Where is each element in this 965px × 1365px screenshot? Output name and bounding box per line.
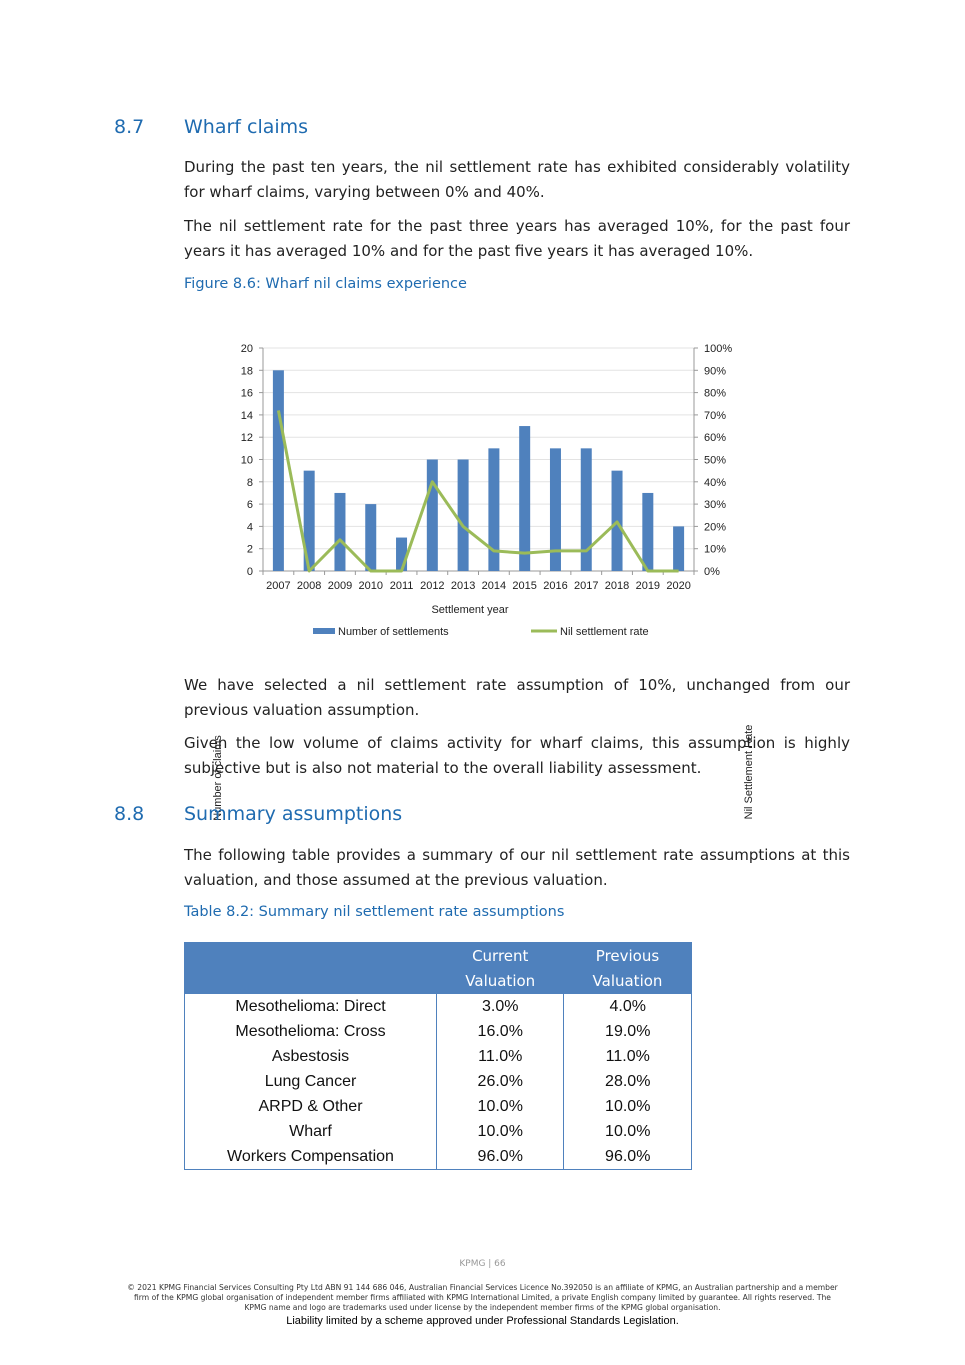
- legend-label-bars: Number of settlements: [338, 626, 449, 638]
- row-current: 16.0%: [437, 1019, 564, 1044]
- row-previous: 10.0%: [564, 1119, 692, 1144]
- y-tick-label: 20: [240, 343, 253, 355]
- row-previous: 11.0%: [564, 1044, 692, 1069]
- table-row: [185, 1119, 692, 1144]
- row-previous: 28.0%: [564, 1069, 692, 1094]
- y-tick-label: 18: [240, 365, 253, 378]
- legend-swatch-bars: [313, 628, 335, 634]
- table-header-current: Current Valuation: [437, 943, 564, 995]
- bar-2007: [273, 370, 284, 571]
- y2-tick-label: 70%: [704, 409, 727, 422]
- paragraph: Given the low volume of claims activity for wharf claims, this assumption is highly subjective but is also not material to the overall liability assessment.: [184, 734, 850, 777]
- x-tick-label: 2015: [512, 580, 537, 592]
- y-tick-label: 12: [240, 432, 253, 445]
- chart-legend: [313, 626, 649, 638]
- liability-notice: Liability limited by a scheme approved under Professional Standards Legislation.: [286, 1315, 679, 1327]
- y-tick-label: 4: [246, 521, 253, 534]
- x-tick-label: 2019: [635, 580, 661, 592]
- paragraph: The following table provides a summary of our nil settlement rate assumptions at this valuation, and those assumed at the previous valuation.: [184, 846, 850, 889]
- row-previous: 19.0%: [564, 1019, 692, 1044]
- y2-tick-label: 50%: [704, 454, 727, 467]
- y2-tick-label: 90%: [704, 365, 727, 378]
- row-previous: 96.0%: [564, 1144, 692, 1170]
- table-row: [185, 994, 692, 1019]
- row-previous: 10.0%: [564, 1094, 692, 1119]
- x-tick-label: 2008: [296, 580, 322, 592]
- bar-2017: [581, 448, 592, 571]
- table-row: [185, 1019, 692, 1044]
- section-number: 8.8: [114, 803, 145, 825]
- row-label: Workers Compensation: [227, 1147, 394, 1165]
- chart-gridlines: [259, 348, 698, 575]
- x-tick-label: 2013: [450, 580, 476, 592]
- table-caption: Table 8.2: Summary nil settlement rate assumptions: [184, 904, 565, 920]
- y2-tick-label: 60%: [704, 432, 727, 445]
- y2-tick-label: 20%: [704, 521, 727, 534]
- row-label: Mesothelioma: Direct: [235, 997, 386, 1015]
- x-tick-label: 2020: [666, 580, 691, 592]
- bar-2012: [427, 460, 438, 572]
- y-tick-label: 6: [246, 499, 253, 512]
- x-tick-label: 2011: [389, 580, 414, 592]
- table-row: [185, 1144, 692, 1170]
- row-label: Lung Cancer: [264, 1072, 357, 1090]
- y-tick-label: 14: [240, 409, 253, 422]
- chart-x-axis-label: Settlement year: [431, 604, 509, 616]
- x-tick-label: 2009: [327, 580, 353, 592]
- table-header-row: [185, 943, 692, 995]
- x-tick-label: 2016: [543, 580, 568, 592]
- row-current: 96.0%: [437, 1144, 564, 1170]
- y-tick-label: 10: [240, 454, 253, 467]
- y2-tick-label: 30%: [704, 499, 727, 512]
- copyright-notice: © 2021 KPMG Financial Services Consulting Pty Ltd ABN 91 144 686 046, Australian Financial Services Licence No.392050 is an affiliate of KPMG, an Australian partnership and a member firm of the KPMG global organisation of independent member firms affiliated with KPMG International Limited, a private English company limited by guarantee. All rights reserved. The KPMG name and logo are trademarks used under license by the independent member firms of the KPMG global organisation.: [127, 1283, 838, 1313]
- bar-2019: [642, 493, 653, 571]
- row-label: ARPD & Other: [258, 1097, 363, 1115]
- y2-tick-label: 100%: [704, 343, 733, 355]
- x-tick-label: 2017: [574, 580, 599, 592]
- table-header-blank: [185, 943, 437, 995]
- paragraph: We have selected a nil settlement rate assumption of 10%, unchanged from our previous valuation assumption.: [184, 676, 850, 719]
- y-tick-label: 2: [246, 543, 253, 556]
- y-tick-label: 8: [246, 476, 253, 489]
- y-tick-label: 0: [246, 566, 253, 578]
- y2-tick-label: 0%: [704, 566, 720, 578]
- summary-table: [184, 942, 692, 1170]
- row-previous: 4.0%: [564, 994, 692, 1019]
- x-tick-label: 2010: [358, 580, 383, 592]
- legend-label-line: Nil settlement rate: [560, 626, 649, 638]
- bar-2020: [673, 526, 684, 571]
- figure-caption: Figure 8.6: Wharf nil claims experience: [184, 276, 467, 292]
- table-row: [185, 1094, 692, 1119]
- row-current: 10.0%: [437, 1119, 564, 1144]
- page-number: KPMG | 66: [459, 1259, 506, 1269]
- chart-x-tick-labels: [266, 580, 691, 592]
- row-label: Asbestosis: [271, 1047, 350, 1065]
- row-label: Wharf: [289, 1122, 332, 1140]
- x-tick-label: 2014: [481, 580, 507, 592]
- x-tick-label: 2007: [266, 580, 291, 592]
- chart-bars: [273, 370, 684, 571]
- y2-tick-label: 10%: [704, 543, 727, 556]
- paragraph: The nil settlement rate for the past three years has averaged 10%, for the past four years it has averaged 10% and for the past five years it has averaged 10%.: [184, 217, 850, 260]
- section-number: 8.7: [114, 116, 145, 138]
- y-tick-label: 16: [240, 387, 253, 400]
- table-row: [185, 1044, 692, 1069]
- bar-2009: [334, 493, 345, 571]
- x-tick-label: 2018: [604, 580, 630, 592]
- bar-2015: [519, 426, 530, 571]
- section-title: Wharf claims: [184, 116, 309, 138]
- row-current: 10.0%: [437, 1094, 564, 1119]
- chart-y2-axis-label: Nil Settlement Rate: [743, 724, 755, 820]
- table-row: [185, 1069, 692, 1094]
- y2-tick-label: 40%: [704, 476, 727, 489]
- row-current: 3.0%: [437, 994, 564, 1019]
- paragraph: During the past ten years, the nil settlement rate has exhibited considerably volatility for wharf claims, varying between 0% and 40%.: [184, 158, 850, 201]
- row-current: 11.0%: [437, 1044, 564, 1069]
- row-current: 26.0%: [437, 1069, 564, 1094]
- bar-2010: [365, 504, 376, 571]
- section-title: Summary assumptions: [184, 803, 403, 825]
- bar-2013: [458, 460, 469, 572]
- chart-y-axis-label: Number of claims: [212, 735, 224, 821]
- y2-tick-label: 80%: [704, 387, 727, 400]
- bar-2011: [396, 538, 407, 571]
- x-tick-label: 2012: [420, 580, 445, 592]
- chart-y2-tick-labels: [704, 343, 732, 578]
- row-label: Mesothelioma: Cross: [235, 1022, 386, 1040]
- table-header-previous: Previous Valuation: [564, 943, 692, 995]
- chart-y-tick-labels: [241, 343, 253, 578]
